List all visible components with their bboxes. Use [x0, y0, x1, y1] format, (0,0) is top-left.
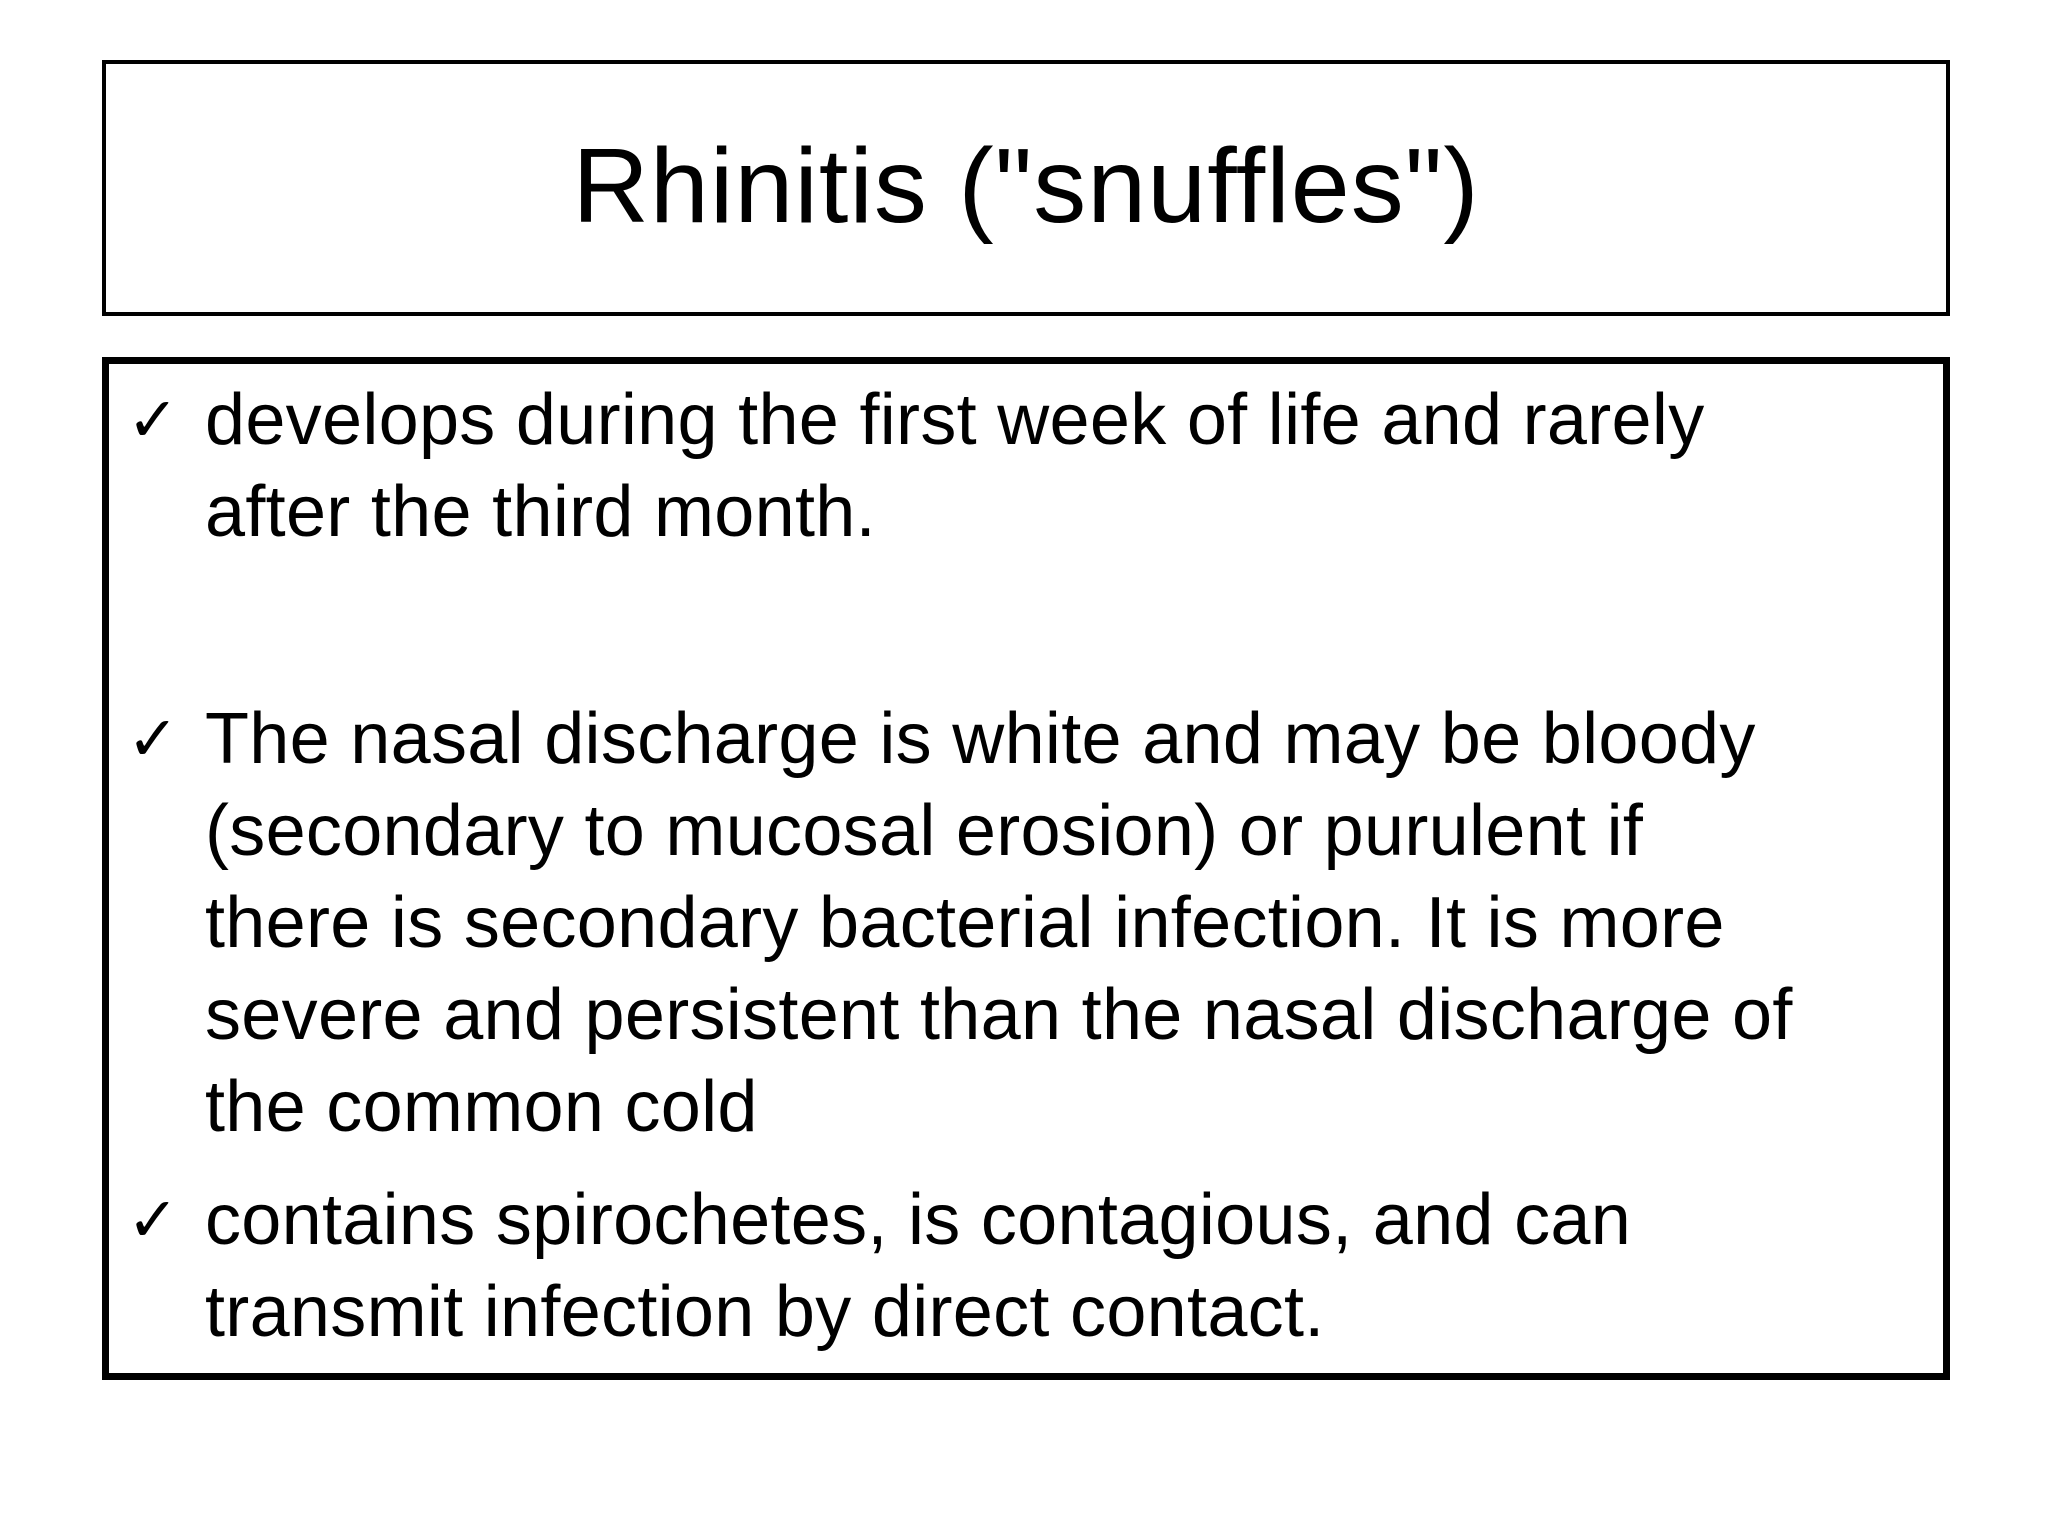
checkmark-icon: ✓: [127, 1183, 179, 1256]
bullet-line: develops during the first week of life and rarely: [205, 380, 1705, 460]
bullet-line: transmit infection by direct contact.: [205, 1272, 1325, 1352]
bullet-line: The nasal discharge is white and may be bloody: [205, 699, 1756, 779]
slide-title: Rhinitis ("snuffles"): [572, 127, 1480, 245]
bullet-line: the common cold: [205, 1067, 758, 1147]
bullet-line: there is secondary bacterial infection. It is more: [205, 883, 1725, 963]
checkmark-icon: ✓: [127, 383, 179, 456]
bullet-text: [205, 693, 1905, 1153]
bullet-line: (secondary to mucosal erosion) or purulent if: [205, 791, 1644, 871]
bullet-line: after the third month.: [205, 472, 876, 552]
title-box: [102, 60, 1950, 316]
content-box: [102, 357, 1950, 1380]
bullet-text: [205, 1174, 1905, 1358]
bullet-line: contains spirochetes, is contagious, and can: [205, 1180, 1632, 1260]
bullet-text: [205, 374, 1905, 558]
checkmark-icon: ✓: [127, 702, 179, 775]
bullet-line: severe and persistent than the nasal discharge of: [205, 975, 1793, 1055]
